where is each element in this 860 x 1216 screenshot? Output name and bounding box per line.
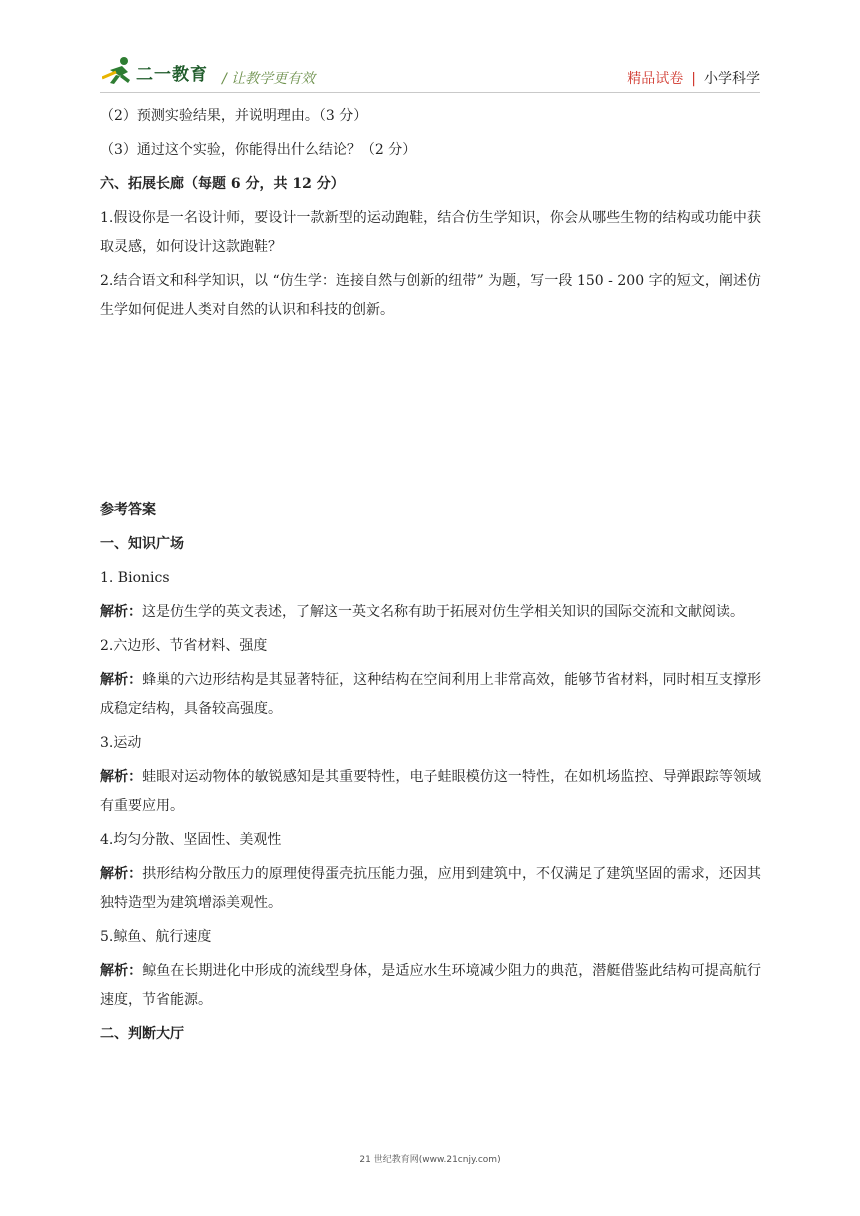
page-header [100, 56, 760, 96]
analysis-label: 解析： [100, 672, 143, 688]
analysis-2 [100, 666, 761, 724]
analysis-text: 鲸鱼在长期进化中形成的流线型身体，是适应水生环境减少阻力的典范，潜艇借鉴此结构可提高航行速度，节省能源。 [100, 963, 762, 1008]
logo-text: 二一教育 [136, 65, 208, 85]
question-2: （2）预测实验结果，并说明理由。（3 分） [100, 108, 368, 124]
header-right [627, 68, 760, 88]
analysis-text: 蛙眼对运动物体的敏锐感知是其重要特性，电子蛙眼模仿这一特性，在如机场监控、导弹跟踪等领域有重要应用。 [100, 769, 762, 814]
logo [102, 56, 222, 90]
slogan: / 让教学更有效 [222, 71, 316, 87]
document-body [100, 102, 761, 1054]
analysis-3 [100, 763, 761, 821]
answer-title: 参考答案 [100, 502, 156, 518]
section-6-title: 六、拓展长廊（每题 6 分，共 12 分） [100, 176, 345, 192]
section-2-title: 二、判断大厅 [100, 1026, 184, 1042]
header-category: 精品试卷 [627, 71, 684, 87]
analysis-label: 解析： [100, 604, 142, 620]
header-subject: 小学科学 [704, 71, 760, 87]
analysis-1 [100, 598, 761, 627]
analysis-text: 这是仿生学的英文表述，了解这一英文名称有助于拓展对仿生学相关知识的国际交流和文献阅读。 [142, 604, 744, 620]
analysis-text: 蜂巢的六边形结构是其显著特征，这种结构在空间利用上非常高效，能够节省材料，同时相互支撑形成稳定结构，具备较高强度。 [100, 672, 762, 717]
extension-question-1: 1.假设你是一名设计师，要设计一款新型的运动跑鞋，结合仿生学知识，你会从哪些生物的结构或功能中获取灵感，如何设计这款跑鞋？ [100, 210, 761, 255]
runner-logo-icon [102, 56, 138, 86]
answer-5: 5.鲸鱼、航行速度 [100, 929, 212, 945]
extension-question-2: 2.结合语文和科学知识，以 “仿生学：连接自然与创新的纽带” 为题，写一段 150 - 200 字的短文，阐述仿生学如何促进人类对自然的认识和科技的创新。 [100, 273, 761, 318]
answer-3: 3.运动 [100, 735, 142, 751]
analysis-label: 解析： [100, 769, 143, 785]
analysis-5 [100, 957, 761, 1015]
answer-2: 2.六边形、节省材料、强度 [100, 638, 268, 654]
spacer [100, 330, 761, 496]
analysis-text: 拱形结构分散压力的原理使得蛋壳抗压能力强，应用到建筑中，不仅满足了建筑坚固的需求，还因其独特造型为建筑增添美观性。 [100, 866, 762, 911]
analysis-4 [100, 860, 761, 918]
answer-1: 1. Bionics [100, 570, 170, 586]
page-footer: 21 世纪教育网(www.21cnjy.com) [359, 1155, 501, 1165]
analysis-label: 解析： [100, 866, 143, 882]
header-separator: | [691, 71, 696, 87]
section-1-title: 一、知识广场 [100, 536, 184, 552]
header-divider [100, 92, 760, 93]
question-3: （3）通过这个实验，你能得出什么结论？（2 分） [100, 142, 417, 158]
answer-4: 4.均匀分散、坚固性、美观性 [100, 832, 282, 848]
analysis-label: 解析： [100, 963, 143, 979]
